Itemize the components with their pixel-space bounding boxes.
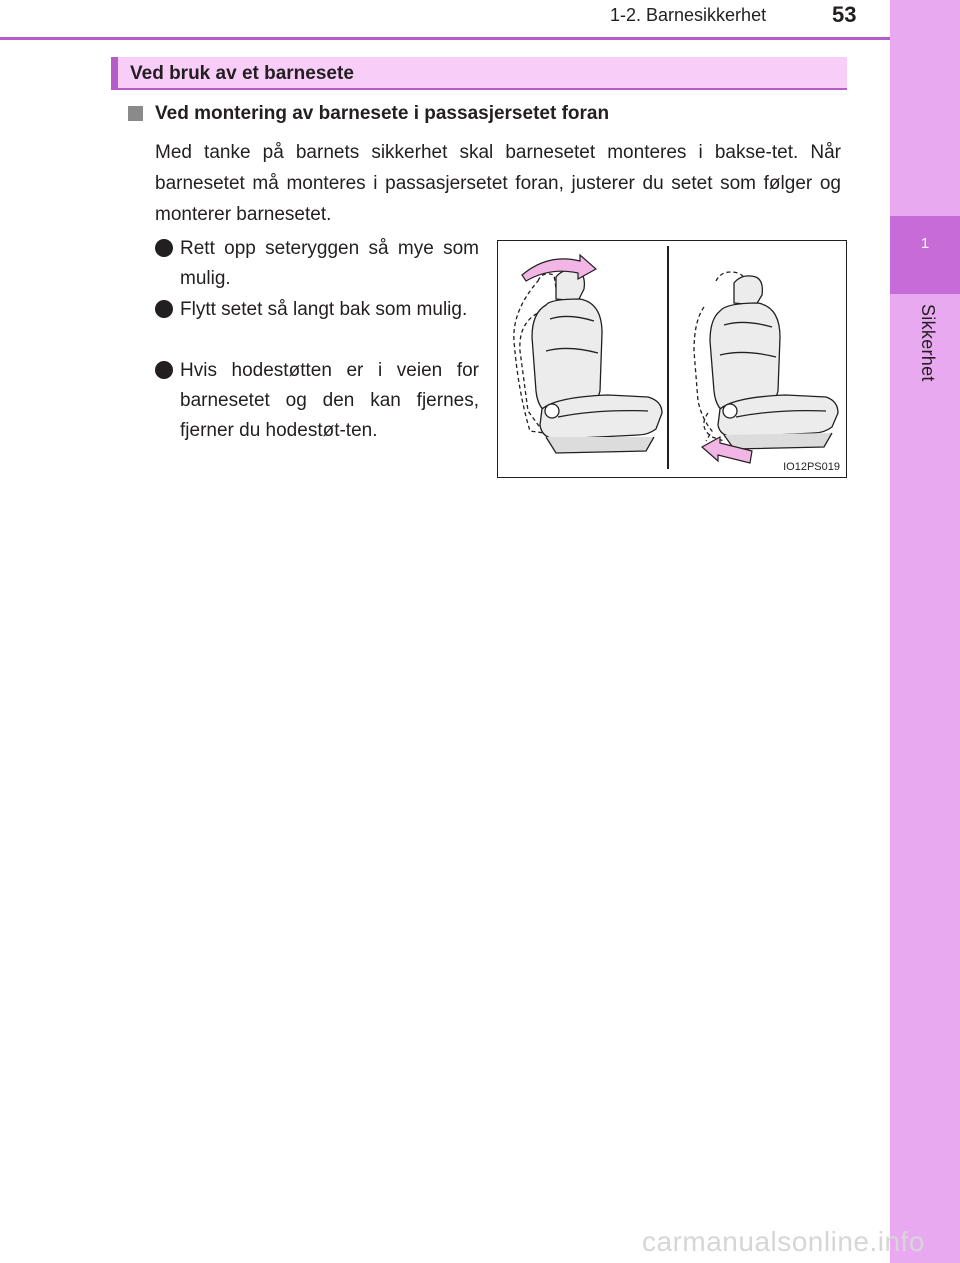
subheading: Ved montering av barnesete i passasjersetet foran (155, 103, 610, 124)
section-box (111, 57, 847, 90)
header-section-title: 1-2. Barnesikkerhet (610, 5, 767, 25)
figure-code: IO12PS019 (783, 461, 840, 473)
bullet-item-1 (155, 234, 479, 294)
bullet-text: Flytt setet så langt bak som mulig. (180, 299, 468, 320)
intro-paragraph: Med tanke på barnets sikkerhet skal barnesetet monteres i bakse-tet. Når barnesetet må monteres i passasjersetet foran, justerer du setet som følger og monterer barnesetet. (155, 142, 841, 225)
bullet-text: Rett opp seteryggen så mye som mulig. (180, 238, 479, 289)
bullet-item-2 (155, 295, 479, 325)
chapter-tab (890, 216, 960, 294)
bullet-dot-icon (155, 239, 173, 257)
square-bullet-icon (128, 106, 143, 121)
section-title: Ved bruk av et barnesete (130, 63, 354, 84)
seat-adjustment-figure (497, 240, 847, 478)
seat-illustration (498, 241, 845, 476)
page-number: 53 (832, 2, 857, 27)
seat-backrest-upright (514, 270, 662, 453)
bullet-text: Hvis hodestøtten er i veien for barnesetet og den kan fjernes, fjerner du hodestøt-ten. (180, 360, 479, 441)
bullet-dot-icon (155, 361, 173, 379)
seat-moved-back (694, 272, 838, 449)
watermark: carmanualsonline.info (642, 1226, 925, 1257)
chapter-label: Sikkerhet (918, 304, 938, 382)
chapter-number: 1 (920, 235, 930, 252)
bullet-dot-icon (155, 300, 173, 318)
bullet-item-3 (155, 356, 479, 446)
header-rule (0, 37, 890, 40)
side-tab-strip (890, 0, 960, 1263)
